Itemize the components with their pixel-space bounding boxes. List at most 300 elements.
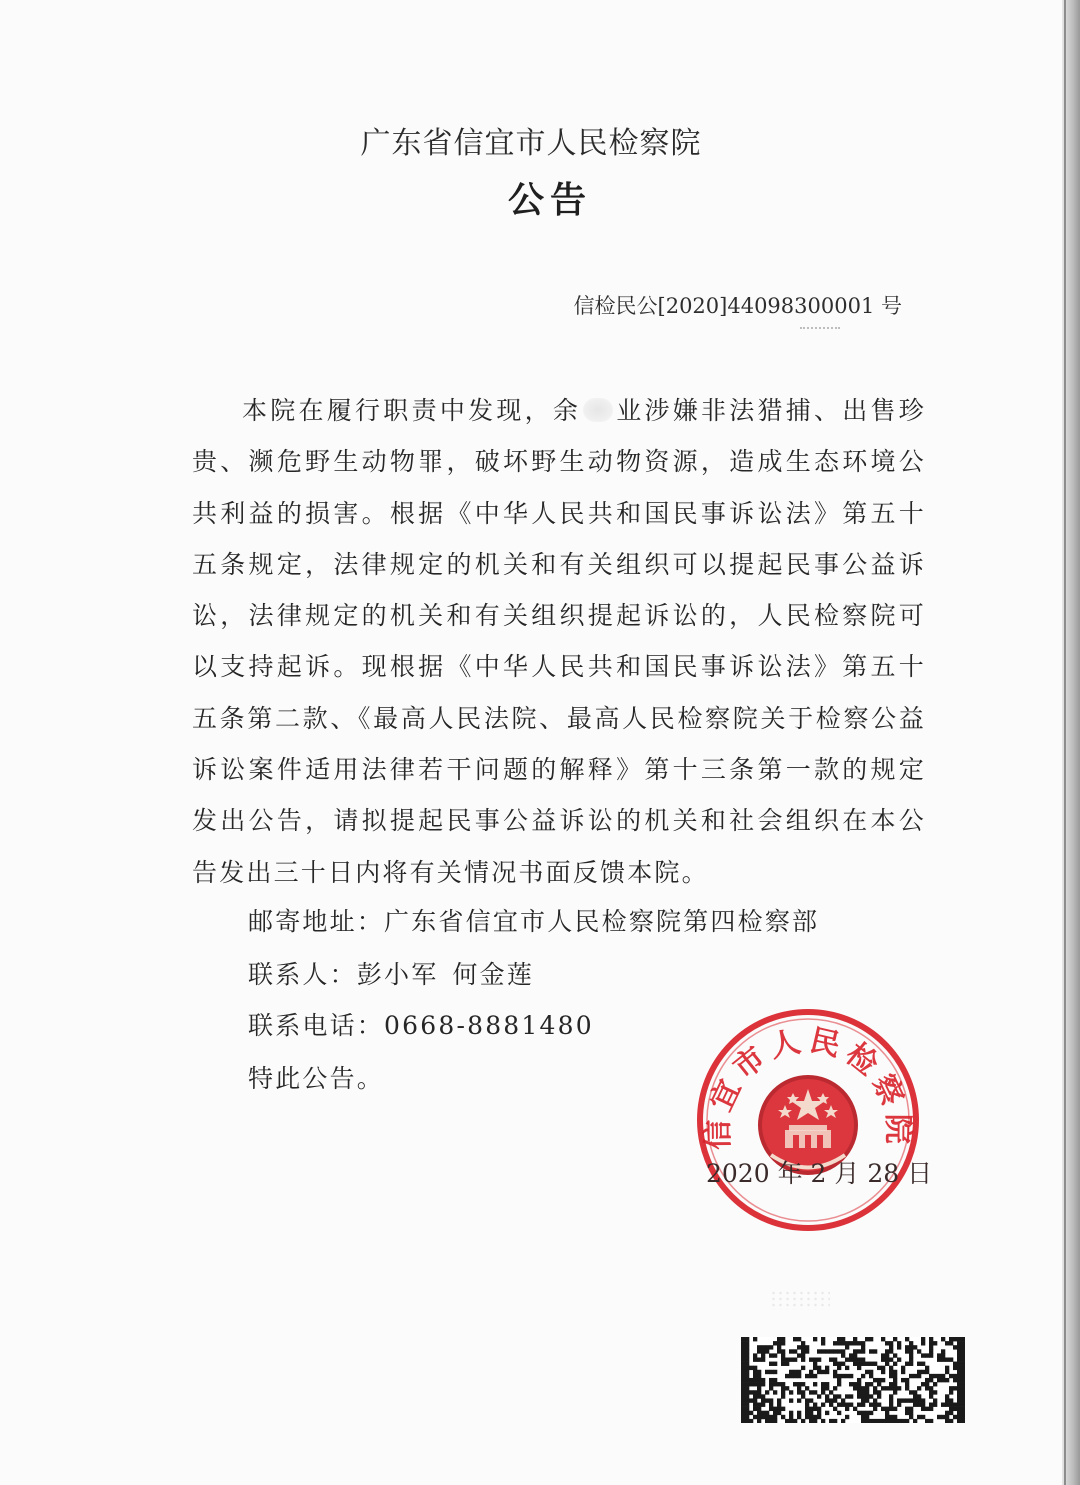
barcode-module: [785, 1386, 789, 1390]
barcode-module: [881, 1366, 885, 1370]
barcode-module: [809, 1357, 813, 1361]
barcode-module: [821, 1386, 825, 1390]
barcode-module: [789, 1390, 793, 1394]
barcode-module: [769, 1345, 773, 1349]
barcode-module: [925, 1353, 929, 1357]
barcode-module: [821, 1337, 825, 1341]
barcode-module: [745, 1403, 749, 1407]
barcode-module: [941, 1349, 945, 1353]
barcode-module: [781, 1353, 785, 1357]
barcode-module: [961, 1394, 965, 1398]
barcode-module: [825, 1411, 829, 1415]
barcode-module: [741, 1394, 745, 1398]
barcode-module: [857, 1390, 861, 1394]
barcode-module: [745, 1357, 749, 1361]
barcode-module: [837, 1349, 841, 1353]
barcode-module: [793, 1382, 797, 1386]
barcode-module: [961, 1370, 965, 1374]
barcode-module: [949, 1407, 953, 1411]
barcode-module: [949, 1419, 953, 1423]
barcode-module: [877, 1378, 881, 1382]
barcode-module: [857, 1382, 861, 1386]
barcode-module: [913, 1403, 917, 1407]
barcode-module: [853, 1362, 857, 1366]
barcode-module: [929, 1394, 933, 1398]
barcode-module: [845, 1341, 849, 1345]
barcode-module: [769, 1362, 773, 1366]
barcode-module: [913, 1419, 917, 1423]
barcode-module: [745, 1407, 749, 1411]
barcode-module: [773, 1378, 777, 1382]
barcode-module: [905, 1382, 909, 1386]
barcode-module: [885, 1411, 889, 1415]
barcode-module: [745, 1378, 749, 1382]
barcode-module: [825, 1386, 829, 1390]
barcode-module: [893, 1370, 897, 1374]
barcode-module: [801, 1357, 805, 1361]
barcode-module: [757, 1390, 761, 1394]
barcode-module: [941, 1353, 945, 1357]
barcode-module: [793, 1370, 797, 1374]
barcode-module: [797, 1374, 801, 1378]
barcode-module: [937, 1378, 941, 1382]
barcode-module: [765, 1345, 769, 1349]
barcode-module: [917, 1374, 921, 1378]
body-text-part1: 本院在履行职责中发现，余: [242, 396, 582, 425]
barcode-module: [929, 1407, 933, 1411]
barcode-module: [949, 1411, 953, 1415]
barcode-module: [905, 1337, 909, 1341]
barcode-module: [905, 1407, 909, 1411]
barcode-module: [873, 1407, 877, 1411]
barcode-module: [861, 1411, 865, 1415]
barcode-module: [941, 1403, 945, 1407]
barcode-module: [741, 1398, 745, 1402]
barcode-module: [861, 1349, 865, 1353]
barcode-module: [833, 1394, 837, 1398]
barcode-module: [889, 1370, 893, 1374]
barcode-module: [881, 1370, 885, 1374]
barcode-module: [853, 1337, 857, 1341]
barcode-module: [873, 1390, 877, 1394]
barcode-module: [893, 1407, 897, 1411]
barcode-module: [769, 1382, 773, 1386]
barcode-module: [869, 1411, 873, 1415]
barcode-module: [821, 1382, 825, 1386]
barcode-module: [805, 1415, 809, 1419]
barcode-module: [777, 1411, 781, 1415]
barcode-module: [889, 1398, 893, 1402]
barcode-module: [957, 1386, 961, 1390]
barcode-module: [741, 1357, 745, 1361]
barcode-module: [825, 1382, 829, 1386]
barcode-module: [889, 1394, 893, 1398]
notice-body: [192, 385, 926, 898]
barcode-module: [881, 1353, 885, 1357]
barcode-module: [817, 1357, 821, 1361]
barcode-module: [837, 1337, 841, 1341]
barcode-module: [949, 1403, 953, 1407]
contact-person-1: 彭小军: [356, 960, 439, 989]
barcode-module: [837, 1366, 841, 1370]
barcode-module: [773, 1407, 777, 1411]
barcode-module: [957, 1398, 961, 1402]
barcode-module: [761, 1403, 765, 1407]
barcode-module: [773, 1415, 777, 1419]
barcode-module: [897, 1403, 901, 1407]
barcode-module: [745, 1366, 749, 1370]
barcode-module: [917, 1386, 921, 1390]
barcode-module: [897, 1341, 901, 1345]
barcode-module: [741, 1337, 745, 1341]
barcode-module: [961, 1378, 965, 1382]
barcode-module: [753, 1407, 757, 1411]
barcode-module: [953, 1337, 957, 1341]
barcode-module: [745, 1394, 749, 1398]
barcode-module: [961, 1341, 965, 1345]
barcode-module: [841, 1374, 845, 1378]
barcode-module: [921, 1337, 925, 1341]
barcode-module: [757, 1345, 761, 1349]
barcode-module: [897, 1398, 901, 1402]
barcode-module: [757, 1374, 761, 1378]
barcode-module: [757, 1382, 761, 1386]
barcode-module: [929, 1378, 933, 1382]
barcode-module: [749, 1378, 753, 1382]
barcode-module: [809, 1407, 813, 1411]
barcode-module: [833, 1362, 837, 1366]
barcode-module: [829, 1349, 833, 1353]
barcode-module: [889, 1403, 893, 1407]
barcode-module: [761, 1349, 765, 1353]
barcode-module: [749, 1382, 753, 1386]
barcode-module: [829, 1419, 833, 1423]
barcode-module: [897, 1345, 901, 1349]
barcode-module: [937, 1415, 941, 1419]
barcode-module: [781, 1382, 785, 1386]
barcode-module: [817, 1370, 821, 1374]
barcode-module: [829, 1390, 833, 1394]
barcode-module: [961, 1419, 965, 1423]
barcode-module: [829, 1357, 833, 1361]
barcode-module: [817, 1366, 821, 1370]
barcode-module: [961, 1386, 965, 1390]
barcode-module: [841, 1398, 845, 1402]
mailing-address-line: [248, 902, 819, 938]
barcode-module: [929, 1390, 933, 1394]
barcode-module: [945, 1370, 949, 1374]
barcode-module: [889, 1349, 893, 1353]
barcode-module: [957, 1370, 961, 1374]
barcode-module: [885, 1357, 889, 1361]
barcode-module: [741, 1415, 745, 1419]
barcode-module: [953, 1386, 957, 1390]
barcode-module: [761, 1398, 765, 1402]
barcode-module: [757, 1419, 761, 1423]
barcode-module: [741, 1419, 745, 1423]
official-seal: [693, 1005, 923, 1235]
barcode-module: [741, 1353, 745, 1357]
barcode-module: [801, 1353, 805, 1357]
barcode-module: [773, 1411, 777, 1415]
barcode-module: [901, 1370, 905, 1374]
barcode-module: [773, 1382, 777, 1386]
barcode-module: [801, 1349, 805, 1353]
barcode-module: [813, 1337, 817, 1341]
barcode-module: [809, 1398, 813, 1402]
barcode-module: [777, 1345, 781, 1349]
barcode-module: [921, 1415, 925, 1419]
barcode-module: [809, 1419, 813, 1423]
barcode-module: [881, 1357, 885, 1361]
barcode-module: [817, 1349, 821, 1353]
barcode-module: [861, 1374, 865, 1378]
barcode-module: [801, 1419, 805, 1423]
barcode-module: [801, 1394, 805, 1398]
barcode-module: [869, 1419, 873, 1423]
barcode-module: [877, 1382, 881, 1386]
barcode-module: [781, 1394, 785, 1398]
barcode-module: [765, 1349, 769, 1353]
barcode-module: [821, 1390, 825, 1394]
barcode-module: [765, 1415, 769, 1419]
barcode-module: [909, 1374, 913, 1378]
barcode-module: [885, 1415, 889, 1419]
barcode-module: [837, 1382, 841, 1386]
barcode-module: [885, 1353, 889, 1357]
barcode-module: [741, 1370, 745, 1374]
barcode-module: [949, 1398, 953, 1402]
barcode-module: [957, 1411, 961, 1415]
scan-mark: [800, 327, 840, 331]
barcode-module: [929, 1403, 933, 1407]
barcode-module: [801, 1366, 805, 1370]
barcode-module: [945, 1419, 949, 1423]
barcode-module: [857, 1394, 861, 1398]
barcode-module: [865, 1411, 869, 1415]
barcode-module: [785, 1362, 789, 1366]
barcode-module: [905, 1419, 909, 1423]
contact-person-2: 何金莲: [452, 960, 535, 989]
barcode-module: [929, 1374, 933, 1378]
barcode-module: [937, 1374, 941, 1378]
barcode-module: [945, 1394, 949, 1398]
barcode-module: [945, 1403, 949, 1407]
barcode-module: [841, 1419, 845, 1423]
barcode-module: [809, 1370, 813, 1374]
barcode-module: [741, 1407, 745, 1411]
barcode-module: [777, 1382, 781, 1386]
barcode-module: [929, 1337, 933, 1341]
barcode-module: [957, 1345, 961, 1349]
barcode-module: [893, 1362, 897, 1366]
barcode-module: [805, 1398, 809, 1402]
barcode-module: [937, 1353, 941, 1357]
barcode-module: [889, 1419, 893, 1423]
barcode-module: [901, 1398, 905, 1402]
barcode-module: [793, 1349, 797, 1353]
barcode-module: [785, 1374, 789, 1378]
barcode-module: [857, 1411, 861, 1415]
barcode-module: [757, 1378, 761, 1382]
barcode-module: [877, 1403, 881, 1407]
barcode-module: [745, 1390, 749, 1394]
barcode-module: [949, 1390, 953, 1394]
barcode-module: [745, 1337, 749, 1341]
barcode-module: [825, 1370, 829, 1374]
barcode-module: [925, 1386, 929, 1390]
barcode-module: [813, 1407, 817, 1411]
barcode-module: [957, 1362, 961, 1366]
barcode-module: [825, 1349, 829, 1353]
barcode-module: [921, 1341, 925, 1345]
barcode-module: [893, 1337, 897, 1341]
barcode-module: [909, 1407, 913, 1411]
barcode-module: [829, 1398, 833, 1402]
barcode-module: [809, 1411, 813, 1415]
barcode-module: [877, 1419, 881, 1423]
barcode-module: [781, 1415, 785, 1419]
barcode-module: [857, 1357, 861, 1361]
barcode-module: [781, 1341, 785, 1345]
barcode-module: [837, 1362, 841, 1366]
barcode-module: [769, 1398, 773, 1402]
barcode-module: [861, 1403, 865, 1407]
barcode-module: [821, 1370, 825, 1374]
barcode-module: [833, 1370, 837, 1374]
barcode-module: [781, 1357, 785, 1361]
barcode-module: [957, 1349, 961, 1353]
barcode-module: [781, 1337, 785, 1341]
barcode-module: [757, 1407, 761, 1411]
seal-text: 信宜市人民检察院: [700, 1022, 916, 1150]
barcode-module: [837, 1411, 841, 1415]
barcode-module: [861, 1357, 865, 1361]
barcode-module: [789, 1374, 793, 1378]
barcode-module: [845, 1374, 849, 1378]
barcode-module: [789, 1411, 793, 1415]
barcode-module: [837, 1374, 841, 1378]
barcode-module: [745, 1349, 749, 1353]
barcode-module: [741, 1386, 745, 1390]
barcode-module: [857, 1341, 861, 1345]
contact-phone-label: 联系电话：: [248, 1011, 385, 1040]
barcode-module: [849, 1353, 853, 1357]
barcode-module: [913, 1374, 917, 1378]
barcode-module: [865, 1419, 869, 1423]
barcode-module: [797, 1337, 801, 1341]
barcode-module: [805, 1407, 809, 1411]
barcode-module: [761, 1394, 765, 1398]
barcode-module: [805, 1411, 809, 1415]
barcode-module: [933, 1341, 937, 1345]
barcode-module: [773, 1362, 777, 1366]
barcode-module: [753, 1398, 757, 1402]
barcode-module: [849, 1374, 853, 1378]
barcode-module: [961, 1374, 965, 1378]
barcode-module: [961, 1415, 965, 1419]
barcode-module: [825, 1394, 829, 1398]
barcode-module: [773, 1353, 777, 1357]
barcode-module: [821, 1403, 825, 1407]
barcode-module: [749, 1398, 753, 1402]
barcode-module: [961, 1407, 965, 1411]
barcode-module: [857, 1362, 861, 1366]
barcode-module: [789, 1357, 793, 1361]
barcode-module: [921, 1370, 925, 1374]
barcode-module: [845, 1345, 849, 1349]
barcode-module: [921, 1398, 925, 1402]
barcode-module: [961, 1366, 965, 1370]
barcode-module: [961, 1345, 965, 1349]
barcode-module: [745, 1411, 749, 1415]
barcode-module: [769, 1419, 773, 1423]
barcode-module: [901, 1366, 905, 1370]
barcode-module: [957, 1357, 961, 1361]
barcode-module: [777, 1407, 781, 1411]
barcode-module: [833, 1419, 837, 1423]
barcode-module: [897, 1419, 901, 1423]
barcode-module: [769, 1386, 773, 1390]
barcode-module: [869, 1362, 873, 1366]
barcode-module: [921, 1403, 925, 1407]
barcode-module: [777, 1341, 781, 1345]
barcode-module: [909, 1353, 913, 1357]
barcode-module: [869, 1370, 873, 1374]
barcode-module: [769, 1353, 773, 1357]
barcode-module: [805, 1374, 809, 1378]
barcode-module: [813, 1419, 817, 1423]
barcode-module: [801, 1382, 805, 1386]
barcode-module: [913, 1394, 917, 1398]
barcode-module: [893, 1415, 897, 1419]
barcode-module: [837, 1403, 841, 1407]
barcode-module: [957, 1382, 961, 1386]
barcode-module: [957, 1419, 961, 1423]
barcode-module: [933, 1382, 937, 1386]
barcode-module: [781, 1407, 785, 1411]
barcode-module: [753, 1353, 757, 1357]
barcode-module: [797, 1345, 801, 1349]
barcode-module: [953, 1374, 957, 1378]
barcode-module: [865, 1362, 869, 1366]
barcode-module: [917, 1403, 921, 1407]
barcode-module: [745, 1386, 749, 1390]
barcode-module: [797, 1411, 801, 1415]
barcode-module: [877, 1366, 881, 1370]
barcode-module: [833, 1407, 837, 1411]
barcode-module: [841, 1337, 845, 1341]
barcode-module: [765, 1370, 769, 1374]
barcode-module: [953, 1345, 957, 1349]
barcode-module: [869, 1337, 873, 1341]
barcode-module: [805, 1386, 809, 1390]
barcode-module: [745, 1353, 749, 1357]
barcode-module: [777, 1337, 781, 1341]
barcode-module: [881, 1386, 885, 1390]
barcode-module: [885, 1341, 889, 1345]
barcode-module: [853, 1349, 857, 1353]
barcode-module: [845, 1407, 849, 1411]
barcode-module: [853, 1341, 857, 1345]
barcode-module: [785, 1419, 789, 1423]
organization-name: 广东省信宜市人民检察院: [360, 126, 702, 161]
barcode-module: [845, 1403, 849, 1407]
barcode-module: [889, 1386, 893, 1390]
barcode-module: [805, 1349, 809, 1353]
barcode-module: [873, 1398, 877, 1402]
barcode-module: [957, 1415, 961, 1419]
